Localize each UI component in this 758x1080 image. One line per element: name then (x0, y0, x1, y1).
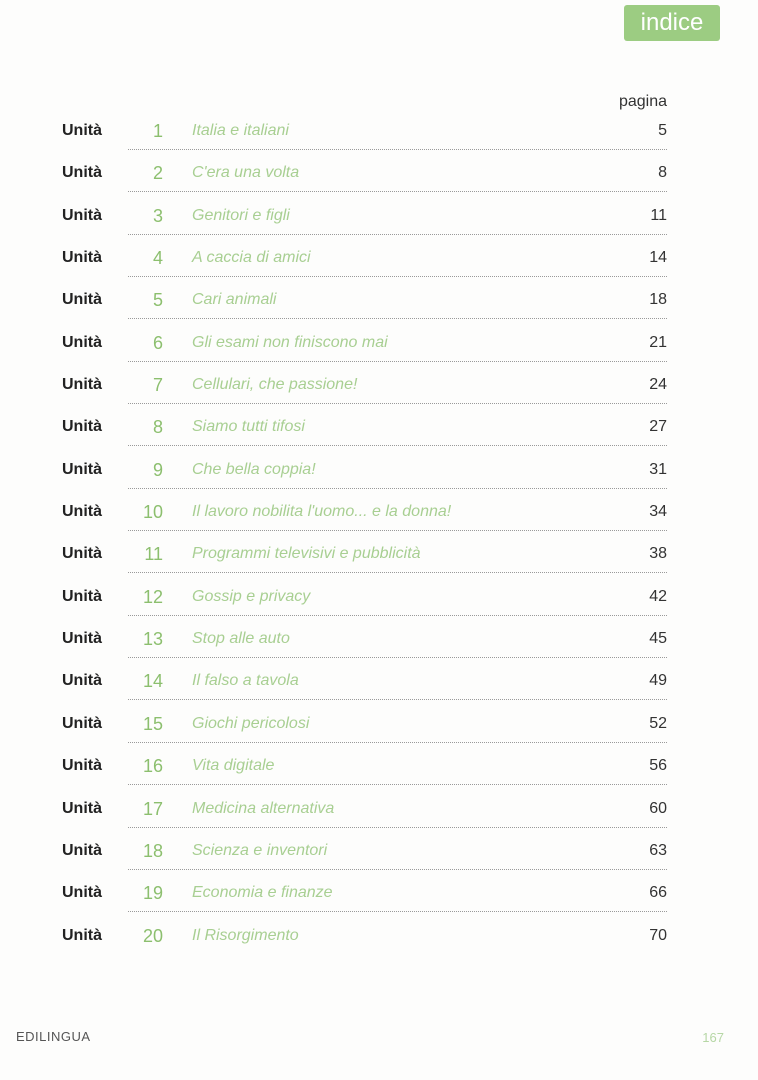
toc-row[interactable] (0, 789, 758, 831)
unit-number: 1 (152, 121, 163, 141)
unit-label: Unità (62, 841, 102, 859)
unit-label: Unità (62, 503, 102, 521)
unit-label: Unità (62, 587, 102, 605)
toc-row[interactable] (0, 153, 758, 195)
unit-page-number: 21 (649, 333, 667, 351)
unit-page-number: 8 (658, 164, 667, 182)
dotted-divider (128, 615, 667, 616)
unit-label: Unità (62, 418, 102, 436)
dotted-divider (128, 657, 667, 658)
unit-page-number: 49 (649, 672, 667, 690)
unit-label: Unità (62, 164, 102, 182)
toc-row[interactable] (0, 238, 758, 280)
toc-row[interactable] (0, 661, 758, 703)
toc-row[interactable] (0, 534, 758, 576)
unit-title[interactable]: Economia e finanze (192, 884, 333, 902)
toc-row[interactable] (0, 916, 758, 958)
unit-number: 10 (142, 502, 163, 523)
toc-row[interactable] (0, 407, 758, 449)
unit-number: 14 (142, 671, 163, 692)
unit-title[interactable]: Il falso a tavola (192, 672, 299, 690)
table-of-contents (0, 111, 758, 958)
dotted-divider (128, 827, 667, 828)
unit-number: 7 (152, 375, 163, 396)
publisher-name: EDILINGUA (16, 1029, 91, 1044)
dotted-divider (128, 403, 667, 404)
unit-title[interactable]: A caccia di amici (192, 249, 311, 267)
toc-row[interactable] (0, 873, 758, 915)
unit-number: 15 (142, 713, 163, 734)
unit-title[interactable]: Medicina alternativa (192, 799, 335, 817)
unit-title[interactable]: Siamo tutti tifosi (192, 418, 305, 436)
unit-number: 3 (152, 205, 163, 226)
unit-page-number: 27 (649, 418, 667, 436)
unit-page-number: 45 (649, 630, 667, 648)
unit-number: 9 (152, 459, 163, 480)
dotted-divider (128, 742, 667, 743)
toc-row[interactable] (0, 365, 758, 407)
unit-page-number: 60 (649, 799, 667, 817)
dotted-divider (128, 234, 667, 235)
unit-label: Unità (62, 122, 102, 139)
unit-label: Unità (62, 206, 102, 224)
toc-row[interactable] (0, 450, 758, 492)
unit-title[interactable]: Scienza e inventori (192, 841, 328, 859)
dotted-divider (128, 784, 667, 785)
unit-number: 2 (152, 163, 163, 184)
toc-row[interactable] (0, 280, 758, 322)
unit-number: 17 (142, 798, 163, 819)
toc-row[interactable] (0, 196, 758, 238)
unit-number: 18 (142, 840, 163, 861)
unit-title[interactable]: Cellulari, che passione! (192, 376, 358, 394)
unit-number: 13 (142, 629, 163, 650)
page-column-header: pagina (618, 93, 667, 110)
unit-label: Unità (62, 672, 102, 690)
unit-page-number: 38 (649, 545, 667, 563)
unit-title[interactable]: Il Risorgimento (192, 926, 299, 944)
unit-label: Unità (62, 333, 102, 351)
unit-title[interactable]: Vita digitale (192, 757, 275, 775)
unit-number: 6 (152, 332, 163, 353)
dotted-divider (128, 191, 667, 192)
toc-row[interactable] (0, 323, 758, 365)
unit-label: Unità (62, 545, 102, 563)
dotted-divider (128, 488, 667, 489)
unit-label: Unità (62, 926, 102, 944)
unit-title[interactable]: C'era una volta (192, 164, 300, 182)
unit-label: Unità (62, 376, 102, 394)
toc-row[interactable] (0, 619, 758, 661)
unit-page-number: 70 (649, 926, 667, 944)
dotted-divider (128, 445, 667, 446)
toc-row[interactable] (0, 577, 758, 619)
dotted-divider (128, 911, 667, 912)
unit-number: 8 (152, 417, 163, 438)
unit-title[interactable]: Italia e italiani (192, 122, 289, 139)
dotted-divider (128, 699, 667, 700)
unit-title[interactable]: Cari animali (192, 291, 277, 309)
unit-label: Unità (62, 630, 102, 648)
unit-page-number: 42 (649, 587, 667, 605)
unit-label: Unità (62, 291, 102, 309)
unit-page-number: 52 (649, 714, 667, 732)
dotted-divider (128, 361, 667, 362)
unit-page-number: 63 (649, 841, 667, 859)
unit-page-number: 18 (649, 291, 667, 309)
unit-label: Unità (62, 714, 102, 732)
unit-page-number: 31 (649, 460, 667, 478)
unit-page-number: 56 (649, 757, 667, 775)
toc-row[interactable] (0, 492, 758, 534)
dotted-divider (128, 572, 667, 573)
toc-row[interactable] (0, 746, 758, 788)
dotted-divider (128, 149, 667, 150)
index-badge: indice (624, 5, 720, 41)
unit-title[interactable]: Gossip e privacy (192, 587, 311, 605)
unit-title[interactable]: Genitori e figli (192, 206, 290, 224)
unit-page-number: 14 (649, 249, 667, 267)
unit-number: 16 (142, 756, 163, 777)
unit-label: Unità (62, 799, 102, 817)
dotted-divider (128, 869, 667, 870)
unit-number: 20 (142, 925, 163, 946)
unit-page-number: 5 (658, 122, 667, 139)
page-number: 167 (702, 1030, 724, 1045)
toc-row[interactable] (0, 831, 758, 873)
unit-number: 11 (144, 544, 163, 565)
unit-title[interactable]: Stop alle auto (192, 630, 290, 648)
unit-number: 5 (152, 290, 163, 311)
unit-title[interactable]: Il lavoro nobilita l'uomo... e la donna! (192, 503, 452, 521)
toc-row[interactable] (0, 704, 758, 746)
dotted-divider (128, 276, 667, 277)
dotted-divider (128, 318, 667, 319)
toc-row[interactable] (0, 111, 758, 153)
unit-label: Unità (62, 249, 102, 267)
unit-page-number: 11 (650, 206, 667, 224)
dotted-divider (128, 530, 667, 531)
unit-number: 12 (142, 586, 163, 607)
unit-page-number: 66 (649, 884, 667, 902)
unit-number: 19 (142, 883, 163, 904)
unit-label: Unità (62, 884, 102, 902)
unit-label: Unità (62, 460, 102, 478)
unit-title[interactable]: Giochi pericolosi (192, 714, 310, 732)
unit-page-number: 34 (649, 503, 667, 521)
unit-number: 4 (152, 248, 163, 269)
unit-title[interactable]: Gli esami non finiscono mai (192, 333, 388, 351)
unit-page-number: 24 (649, 376, 667, 394)
unit-title[interactable]: Programmi televisivi e pubblicità (192, 545, 421, 563)
unit-label: Unità (62, 757, 102, 775)
unit-title[interactable]: Che bella coppia! (192, 460, 316, 478)
